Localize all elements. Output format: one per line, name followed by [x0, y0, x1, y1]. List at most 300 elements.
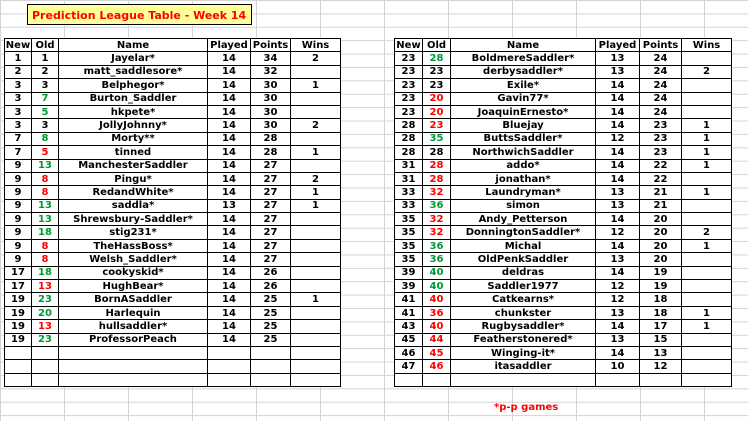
table-row — [5, 373, 341, 386]
old-position-cell: 40 — [423, 293, 451, 306]
wins-cell — [291, 373, 341, 386]
points-cell: 15 — [640, 333, 682, 346]
old-position-cell: 36 — [423, 239, 451, 252]
wins-cell: 2 — [291, 172, 341, 185]
table-row — [395, 199, 732, 212]
player-name-cell: jonathan* — [451, 172, 596, 185]
old-position-cell — [32, 346, 59, 359]
old-position-cell — [423, 373, 451, 386]
player-name-cell: hkpete* — [59, 105, 208, 118]
wins-cell — [682, 253, 732, 266]
points-cell: 19 — [640, 280, 682, 293]
played-cell: 14 — [208, 253, 251, 266]
league-title: Prediction League Table - Week 14 — [27, 4, 252, 25]
wins-cell — [291, 280, 341, 293]
played-cell: 14 — [208, 92, 251, 105]
table-row — [5, 293, 341, 306]
points-cell: 18 — [640, 306, 682, 319]
table-row — [395, 146, 732, 159]
wins-cell: 2 — [291, 52, 341, 65]
new-position-cell: 31 — [395, 172, 423, 185]
header-points: Points — [251, 39, 291, 52]
table-row — [395, 79, 732, 92]
wins-cell: 1 — [682, 159, 732, 172]
points-cell: 32 — [251, 65, 291, 78]
new-position-cell: 33 — [395, 199, 423, 212]
new-position-cell: 9 — [5, 226, 32, 239]
player-name-cell: RedandWhite* — [59, 186, 208, 199]
new-position-cell: 45 — [395, 333, 423, 346]
table-row — [5, 320, 341, 333]
header-wins: Wins — [291, 39, 341, 52]
old-position-cell: 23 — [32, 333, 59, 346]
table-row — [5, 172, 341, 185]
header-new: New — [396, 39, 421, 51]
player-name-cell — [59, 346, 208, 359]
new-position-cell: 33 — [395, 186, 423, 199]
player-name-cell: deldras — [451, 266, 596, 279]
old-position-cell: 46 — [423, 360, 451, 373]
player-name-cell: OldPenkSaddler — [451, 253, 596, 266]
played-cell: 12 — [596, 280, 640, 293]
new-position-cell: 19 — [5, 306, 32, 319]
left-table-body — [5, 52, 341, 387]
table-row — [5, 65, 341, 78]
old-position-cell: 13 — [32, 213, 59, 226]
played-cell: 14 — [596, 79, 640, 92]
points-cell: 25 — [251, 320, 291, 333]
new-position-cell: 19 — [5, 293, 32, 306]
played-cell: 14 — [208, 105, 251, 118]
wins-cell — [291, 213, 341, 226]
old-position-cell: 8 — [32, 239, 59, 252]
points-cell: 18 — [640, 293, 682, 306]
header-name: Name — [59, 39, 208, 52]
played-cell: 14 — [208, 146, 251, 159]
played-cell: 12 — [596, 226, 640, 239]
new-position-cell: 28 — [395, 132, 423, 145]
header-points: Points — [640, 39, 682, 52]
new-position-cell: 3 — [5, 79, 32, 92]
points-cell: 25 — [251, 306, 291, 319]
new-position-cell — [5, 346, 32, 359]
table-row — [395, 92, 732, 105]
new-position-cell: 23 — [395, 79, 423, 92]
new-position-cell: 9 — [5, 239, 32, 252]
player-name-cell: Harlequin — [59, 306, 208, 319]
old-position-cell: 3 — [32, 79, 59, 92]
old-position-cell: 35 — [423, 132, 451, 145]
points-cell: 26 — [251, 266, 291, 279]
played-cell: 13 — [596, 253, 640, 266]
old-position-cell: 20 — [423, 105, 451, 118]
header-new: New — [5, 39, 31, 51]
header-row — [5, 39, 341, 52]
player-name-cell: BornASaddler — [59, 293, 208, 306]
table-row — [395, 172, 732, 185]
old-position-cell: 8 — [32, 132, 59, 145]
wins-cell — [682, 92, 732, 105]
points-cell: 27 — [251, 159, 291, 172]
old-position-cell: 18 — [32, 226, 59, 239]
old-position-cell: 5 — [32, 105, 59, 118]
new-position-cell: 39 — [395, 266, 423, 279]
table-row — [395, 373, 732, 386]
played-cell: 14 — [208, 132, 251, 145]
played-cell: 12 — [596, 132, 640, 145]
player-name-cell: Jayelar* — [59, 52, 208, 65]
old-position-cell: 28 — [423, 159, 451, 172]
player-name-cell: addo* — [451, 159, 596, 172]
points-cell: 24 — [640, 79, 682, 92]
played-cell: 10 — [596, 360, 640, 373]
player-name-cell — [59, 360, 208, 373]
played-cell: 12 — [596, 293, 640, 306]
new-position-cell: 9 — [5, 199, 32, 212]
played-cell: 14 — [208, 65, 251, 78]
new-position-cell: 9 — [5, 253, 32, 266]
played-cell: 14 — [208, 306, 251, 319]
wins-cell — [291, 159, 341, 172]
points-cell: 25 — [251, 293, 291, 306]
played-cell: 14 — [208, 119, 251, 132]
new-position-cell: 35 — [395, 253, 423, 266]
points-cell: 27 — [251, 226, 291, 239]
played-cell: 14 — [208, 213, 251, 226]
played-cell: 14 — [596, 119, 640, 132]
new-position-cell — [5, 360, 32, 373]
old-position-cell: 3 — [32, 119, 59, 132]
wins-cell — [291, 132, 341, 145]
table-row — [5, 132, 341, 145]
new-position-cell: 35 — [395, 239, 423, 252]
player-name-cell — [59, 373, 208, 386]
new-position-cell: 9 — [5, 172, 32, 185]
table-row — [5, 226, 341, 239]
wins-cell — [682, 199, 732, 212]
player-name-cell: tinned — [59, 146, 208, 159]
new-position-cell: 1 — [5, 52, 32, 65]
table-row — [5, 239, 341, 252]
pp-games-note: *p-p games — [494, 402, 559, 413]
played-cell: 14 — [596, 92, 640, 105]
table-row — [5, 280, 341, 293]
played-cell: 14 — [596, 266, 640, 279]
old-position-cell: 23 — [423, 79, 451, 92]
old-position-cell: 32 — [423, 186, 451, 199]
played-cell — [208, 360, 251, 373]
points-cell: 24 — [640, 52, 682, 65]
old-position-cell: 36 — [423, 253, 451, 266]
header-old: Old — [32, 39, 59, 52]
player-name-cell: itasaddler — [451, 360, 596, 373]
points-cell: 23 — [640, 132, 682, 145]
player-name-cell: Laundryman* — [451, 186, 596, 199]
table-row — [5, 119, 341, 132]
wins-cell — [291, 346, 341, 359]
table-row — [5, 266, 341, 279]
player-name-cell — [451, 373, 596, 386]
points-cell: 20 — [640, 253, 682, 266]
played-cell: 13 — [596, 306, 640, 319]
new-position-cell: 7 — [5, 146, 32, 159]
points-cell: 22 — [640, 159, 682, 172]
table-row — [5, 253, 341, 266]
table-row — [5, 146, 341, 159]
table-row — [395, 239, 732, 252]
player-name-cell: ManchesterSaddler — [59, 159, 208, 172]
header-wins: Wins — [682, 39, 732, 52]
new-position-cell: 41 — [395, 293, 423, 306]
wins-cell — [291, 92, 341, 105]
table-row — [5, 306, 341, 319]
league-table-left — [4, 38, 341, 387]
table-row — [395, 186, 732, 199]
played-cell: 14 — [208, 293, 251, 306]
new-position-cell: 31 — [395, 159, 423, 172]
points-cell: 27 — [251, 213, 291, 226]
old-position-cell: 32 — [423, 213, 451, 226]
table-row — [5, 186, 341, 199]
played-cell — [596, 373, 640, 386]
table-row — [5, 213, 341, 226]
points-cell: 30 — [251, 119, 291, 132]
played-cell: 14 — [208, 79, 251, 92]
table-row — [5, 360, 341, 373]
wins-cell — [682, 213, 732, 226]
player-name-cell: simon — [451, 199, 596, 212]
new-position-cell — [395, 373, 423, 386]
old-position-cell: 13 — [32, 320, 59, 333]
points-cell: 27 — [251, 172, 291, 185]
wins-cell: 1 — [682, 186, 732, 199]
points-cell: 30 — [251, 79, 291, 92]
header-played: Played — [596, 39, 640, 52]
points-cell — [251, 346, 291, 359]
played-cell: 14 — [208, 239, 251, 252]
wins-cell — [682, 172, 732, 185]
table-row — [395, 333, 732, 346]
player-name-cell: Rugbysaddler* — [451, 320, 596, 333]
played-cell: 14 — [208, 52, 251, 65]
player-name-cell: Featherstonered* — [451, 333, 596, 346]
old-position-cell: 23 — [423, 65, 451, 78]
old-position-cell: 13 — [32, 280, 59, 293]
points-cell: 23 — [640, 146, 682, 159]
player-name-cell: Bluejay — [451, 119, 596, 132]
points-cell: 28 — [251, 132, 291, 145]
points-cell: 25 — [251, 333, 291, 346]
new-position-cell: 17 — [5, 280, 32, 293]
wins-cell: 2 — [682, 65, 732, 78]
table-row — [395, 119, 732, 132]
new-position-cell: 23 — [395, 65, 423, 78]
old-position-cell: 1 — [32, 52, 59, 65]
played-cell: 14 — [208, 186, 251, 199]
table-row — [395, 132, 732, 145]
player-name-cell: cookyskid* — [59, 266, 208, 279]
wins-cell — [291, 105, 341, 118]
played-cell: 13 — [596, 186, 640, 199]
new-position-cell: 35 — [395, 213, 423, 226]
player-name-cell: JoaquinErnesto* — [451, 105, 596, 118]
wins-cell — [291, 65, 341, 78]
table-row — [5, 52, 341, 65]
new-position-cell: 47 — [395, 360, 423, 373]
wins-cell: 1 — [682, 132, 732, 145]
old-position-cell: 8 — [32, 186, 59, 199]
played-cell: 14 — [596, 105, 640, 118]
old-position-cell: 28 — [423, 172, 451, 185]
wins-cell — [291, 360, 341, 373]
points-cell: 34 — [251, 52, 291, 65]
old-position-cell: 20 — [423, 92, 451, 105]
points-cell — [640, 373, 682, 386]
new-position-cell: 46 — [395, 346, 423, 359]
wins-cell — [682, 266, 732, 279]
header-row — [395, 39, 732, 52]
old-position-cell: 8 — [32, 253, 59, 266]
old-position-cell: 2 — [32, 65, 59, 78]
points-cell: 27 — [251, 186, 291, 199]
wins-cell: 1 — [682, 146, 732, 159]
points-cell: 13 — [640, 346, 682, 359]
played-cell: 14 — [208, 333, 251, 346]
new-position-cell: 39 — [395, 280, 423, 293]
wins-cell — [291, 253, 341, 266]
table-row — [395, 213, 732, 226]
old-position-cell: 28 — [423, 146, 451, 159]
table-row — [395, 360, 732, 373]
new-position-cell: 3 — [5, 105, 32, 118]
played-cell: 14 — [208, 172, 251, 185]
wins-cell — [682, 105, 732, 118]
player-name-cell: JollyJohnny* — [59, 119, 208, 132]
wins-cell — [682, 346, 732, 359]
player-name-cell: Exile* — [451, 79, 596, 92]
table-row — [395, 320, 732, 333]
wins-cell: 1 — [682, 239, 732, 252]
wins-cell: 2 — [682, 226, 732, 239]
points-cell: 27 — [251, 239, 291, 252]
wins-cell: 1 — [291, 79, 341, 92]
wins-cell — [682, 360, 732, 373]
wins-cell: 1 — [682, 306, 732, 319]
right-table-body — [395, 52, 732, 387]
new-position-cell: 17 — [5, 266, 32, 279]
old-position-cell: 23 — [423, 119, 451, 132]
wins-cell — [682, 333, 732, 346]
old-position-cell: 7 — [32, 92, 59, 105]
new-position-cell: 9 — [5, 159, 32, 172]
points-cell: 30 — [251, 92, 291, 105]
wins-cell — [682, 293, 732, 306]
wins-cell: 1 — [291, 146, 341, 159]
header-played: Played — [208, 39, 251, 52]
played-cell: 13 — [596, 65, 640, 78]
played-cell: 14 — [596, 213, 640, 226]
table-row — [395, 65, 732, 78]
played-cell: 14 — [208, 266, 251, 279]
player-name-cell: Gavin77* — [451, 92, 596, 105]
player-name-cell: stig231* — [59, 226, 208, 239]
points-cell: 19 — [640, 266, 682, 279]
points-cell — [251, 373, 291, 386]
player-name-cell: saddla* — [59, 199, 208, 212]
wins-cell: 1 — [682, 320, 732, 333]
wins-cell — [682, 79, 732, 92]
points-cell: 12 — [640, 360, 682, 373]
table-row — [5, 346, 341, 359]
player-name-cell: NorthwichSaddler — [451, 146, 596, 159]
old-position-cell: 13 — [32, 159, 59, 172]
wins-cell — [291, 333, 341, 346]
played-cell: 13 — [596, 199, 640, 212]
player-name-cell: Morty** — [59, 132, 208, 145]
table-row — [395, 52, 732, 65]
old-position-cell: 23 — [32, 293, 59, 306]
new-position-cell: 23 — [395, 92, 423, 105]
points-cell: 24 — [640, 105, 682, 118]
new-position-cell: 2 — [5, 65, 32, 78]
new-position-cell: 28 — [395, 146, 423, 159]
new-position-cell — [5, 373, 32, 386]
player-name-cell: DonningtonSaddler* — [451, 226, 596, 239]
old-position-cell: 20 — [32, 306, 59, 319]
played-cell: 14 — [596, 239, 640, 252]
old-position-cell: 8 — [32, 172, 59, 185]
wins-cell — [291, 266, 341, 279]
player-name-cell: Welsh_Saddler* — [59, 253, 208, 266]
played-cell: 13 — [596, 333, 640, 346]
header-old: Old — [423, 39, 451, 52]
table-row — [395, 280, 732, 293]
player-name-cell: derbysaddler* — [451, 65, 596, 78]
player-name-cell: Saddler1977 — [451, 280, 596, 293]
old-position-cell: 36 — [423, 199, 451, 212]
played-cell — [208, 346, 251, 359]
new-position-cell: 9 — [5, 213, 32, 226]
player-name-cell: hullsaddler* — [59, 320, 208, 333]
table-row — [395, 105, 732, 118]
wins-cell: 2 — [291, 119, 341, 132]
table-row — [395, 159, 732, 172]
points-cell: 20 — [640, 213, 682, 226]
played-cell: 14 — [208, 159, 251, 172]
wins-cell — [291, 239, 341, 252]
played-cell: 14 — [596, 146, 640, 159]
player-name-cell: TheHassBoss* — [59, 239, 208, 252]
wins-cell — [682, 373, 732, 386]
points-cell: 22 — [640, 172, 682, 185]
wins-cell: 1 — [291, 199, 341, 212]
points-cell: 21 — [640, 186, 682, 199]
played-cell: 14 — [208, 320, 251, 333]
player-name-cell: BoldmereSaddler* — [451, 52, 596, 65]
wins-cell — [682, 52, 732, 65]
old-position-cell: 18 — [32, 266, 59, 279]
wins-cell — [291, 306, 341, 319]
table-row — [395, 346, 732, 359]
new-position-cell: 19 — [5, 320, 32, 333]
new-position-cell: 23 — [395, 105, 423, 118]
points-cell: 20 — [640, 226, 682, 239]
points-cell: 28 — [251, 146, 291, 159]
points-cell: 27 — [251, 253, 291, 266]
points-cell: 23 — [640, 119, 682, 132]
table-row — [395, 253, 732, 266]
table-row — [5, 333, 341, 346]
